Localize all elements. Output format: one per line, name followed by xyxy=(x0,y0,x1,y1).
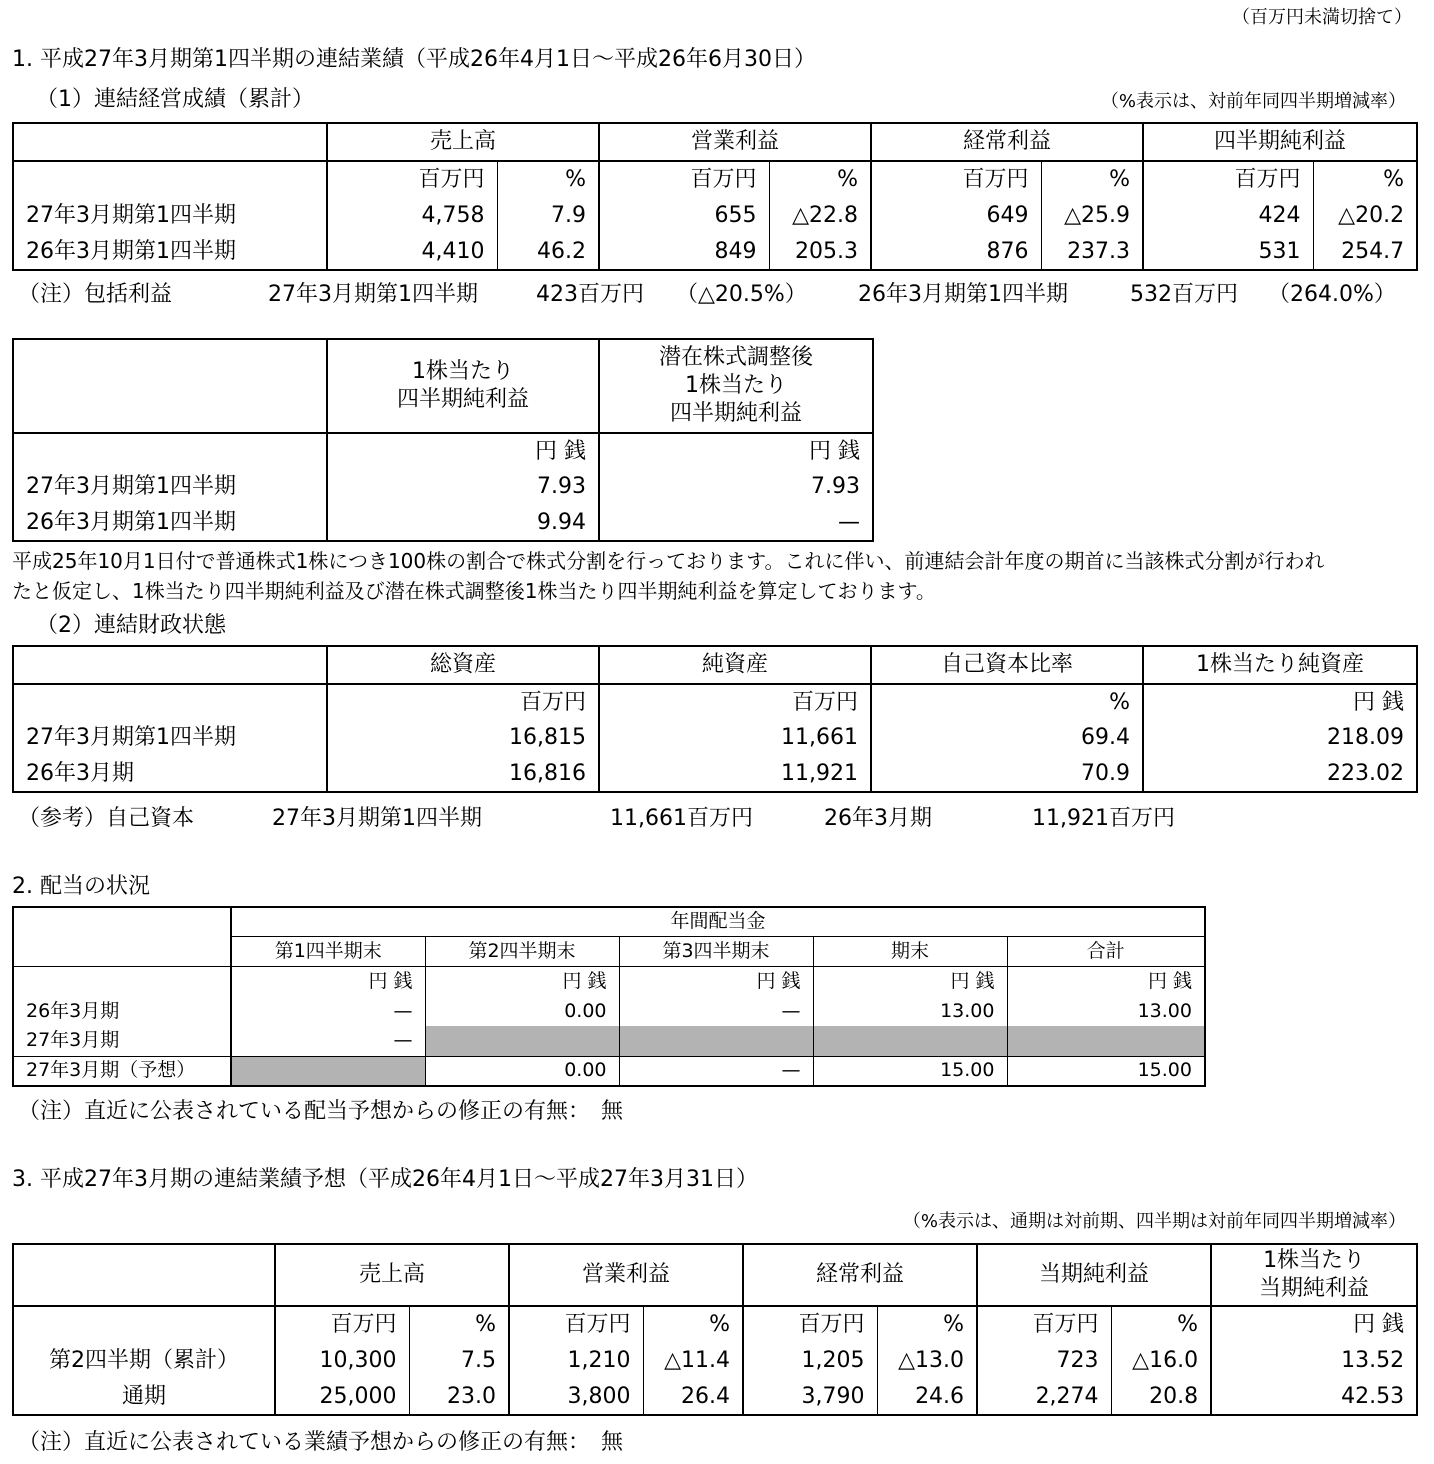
value-cell: 254.7 xyxy=(1313,234,1417,270)
value-cell: 20.8 xyxy=(1111,1379,1211,1415)
comprehensive-value-1: 423百万円 xyxy=(536,282,644,307)
value-cell: 7.5 xyxy=(409,1343,509,1379)
header-eps-line: 1株当たり xyxy=(412,359,514,384)
section1-heading: 1. 平成27年3月期第1四半期の連結業績（平成26年4月1日～平成26年6月30日） xyxy=(12,47,816,72)
header-q1-end: 第1四半期末 xyxy=(231,936,425,966)
unit-cell: 円 銭 xyxy=(599,433,873,469)
header-q3-end: 第3四半期末 xyxy=(619,936,813,966)
header-net-income: 当期純利益 xyxy=(977,1244,1211,1306)
operating-results-table xyxy=(12,122,1418,271)
value-cell: 849 xyxy=(599,234,769,270)
value-cell: 16,815 xyxy=(327,720,599,756)
header-net-assets: 純資産 xyxy=(599,646,871,684)
value-cell: 15.00 xyxy=(1007,1056,1205,1086)
value-cell: 1,205 xyxy=(743,1343,877,1379)
value-cell: 7.9 xyxy=(497,198,599,234)
unit-cell: 円 銭 xyxy=(1143,684,1417,720)
value-cell: 649 xyxy=(871,198,1041,234)
value-cell: 7.93 xyxy=(327,469,599,505)
value-cell: 46.2 xyxy=(497,234,599,270)
section1-sub2-title: （2）連結財政状態 xyxy=(36,613,226,638)
value-cell: 0.00 xyxy=(425,1056,619,1086)
corner-cell xyxy=(13,1244,275,1306)
shaded-cell xyxy=(619,1026,813,1056)
unit-cell: % xyxy=(497,161,599,198)
row-label: 27年3月期第1四半期 xyxy=(26,474,236,499)
header-equity-ratio: 自己資本比率 xyxy=(871,646,1143,684)
unit-cell: 百万円 xyxy=(275,1306,409,1343)
section2-heading: 2. 配当の状況 xyxy=(12,874,150,899)
unit-label xyxy=(13,433,327,469)
value-cell: 23.0 xyxy=(409,1379,509,1415)
value-cell: 655 xyxy=(599,198,769,234)
value-cell: 3,800 xyxy=(509,1379,643,1415)
row-label: 通期 xyxy=(121,1383,166,1409)
value-cell: 3,790 xyxy=(743,1379,877,1415)
value-cell: 13.00 xyxy=(1007,996,1205,1026)
value-cell: 218.09 xyxy=(1143,720,1417,756)
header-total-assets: 総資産 xyxy=(327,646,599,684)
value-cell: 1,210 xyxy=(509,1343,643,1379)
value-cell: 24.6 xyxy=(877,1379,977,1415)
value-cell: 7.93 xyxy=(599,469,873,505)
row-label: 26年3月期第1四半期 xyxy=(26,509,236,535)
value-cell: △11.4 xyxy=(643,1343,743,1379)
header-eps-line: 四半期純利益 xyxy=(396,387,529,412)
row-label: 第2四半期（累計） xyxy=(49,1348,239,1373)
equity-note-label: （参考）自己資本 xyxy=(18,806,195,831)
value-cell: 15.00 xyxy=(813,1056,1007,1086)
comprehensive-period-1: 27年3月期第1四半期 xyxy=(268,282,478,307)
header-eps xyxy=(327,339,599,433)
value-cell: 205.3 xyxy=(769,234,871,270)
header-total: 合計 xyxy=(1007,936,1205,966)
value-cell: — xyxy=(231,996,425,1026)
equity-note-period-2: 26年3月期 xyxy=(824,806,932,831)
corner-cell xyxy=(13,123,327,161)
unit-cell: 百万円 xyxy=(599,161,769,198)
unit-cell: 百万円 xyxy=(1143,161,1313,198)
header-net-income: 四半期純利益 xyxy=(1143,123,1417,161)
unit-cell: % xyxy=(643,1306,743,1343)
section3-pct-note: （%表示は、通期は対前期、四半期は対前年同四半期増減率） xyxy=(902,1211,1406,1232)
shaded-cell xyxy=(1007,1026,1205,1056)
unit-cell: 百万円 xyxy=(743,1306,877,1343)
value-cell: 2,274 xyxy=(977,1379,1111,1415)
shaded-cell xyxy=(231,1056,425,1086)
row-label: 27年3月期第1四半期 xyxy=(26,203,236,228)
unit-cell: 百万円 xyxy=(327,684,599,720)
header-diluted-eps-line: 1株当たり xyxy=(685,373,787,398)
value-cell: 69.4 xyxy=(871,720,1143,756)
row-label: 26年3月期第1四半期 xyxy=(26,238,236,264)
unit-cell: 百万円 xyxy=(871,161,1041,198)
value-cell: 0.00 xyxy=(425,996,619,1026)
value-cell: 13.00 xyxy=(813,996,1007,1026)
unit-cell: 百万円 xyxy=(509,1306,643,1343)
unit-cell: % xyxy=(769,161,871,198)
value-cell: 9.94 xyxy=(327,505,599,541)
unit-cell: 円 銭 xyxy=(1211,1306,1417,1343)
unit-cell: % xyxy=(1041,161,1143,198)
unit-label xyxy=(13,1306,275,1343)
unit-label xyxy=(13,966,231,996)
unit-cell: 円 銭 xyxy=(619,966,813,996)
stock-split-note-line2: たと仮定し、1株当たり四半期純利益及び潜在株式調整後1株当たり四半期純利益を算定しております。 xyxy=(12,579,936,603)
equity-note-value-1: 11,661百万円 xyxy=(610,806,753,831)
header-diluted-eps xyxy=(599,339,873,433)
value-cell: 42.53 xyxy=(1211,1379,1417,1415)
value-cell: △22.8 xyxy=(769,198,871,234)
row-label: 27年3月期（予想） xyxy=(26,1059,196,1082)
value-cell: 16,816 xyxy=(327,756,599,792)
value-cell: 531 xyxy=(1143,234,1313,270)
financial-position-table xyxy=(12,645,1418,793)
forecast-table xyxy=(12,1243,1418,1416)
forecast-revision-note: （注）直近に公表されている業績予想からの修正の有無： 無 xyxy=(18,1430,624,1455)
stock-split-note-line1: 平成25年10月1日付で普通株式1株につき100株の割合で株式分割を行っております。これに伴い、前連結会計年度の期首に当該株式分割が行われ xyxy=(12,549,1325,573)
unit-cell: % xyxy=(871,684,1143,720)
unit-cell: 百万円 xyxy=(977,1306,1111,1343)
value-cell: △13.0 xyxy=(877,1343,977,1379)
dividend-revision-note: （注）直近に公表されている配当予想からの修正の有無： 無 xyxy=(18,1099,624,1124)
header-bps: 1株当たり純資産 xyxy=(1143,646,1417,684)
header-ordinary-income: 経常利益 xyxy=(743,1244,977,1306)
row-label: 26年3月期 xyxy=(26,760,134,786)
section3-heading: 3. 平成27年3月期の連結業績予想（平成26年4月1日～平成27年3月31日） xyxy=(12,1167,758,1192)
value-cell: — xyxy=(599,505,873,541)
value-cell: — xyxy=(619,1056,813,1086)
header-ordinary-income: 経常利益 xyxy=(871,123,1143,161)
value-cell: △20.2 xyxy=(1313,198,1417,234)
header-operating-income: 営業利益 xyxy=(599,123,871,161)
value-cell: 25,000 xyxy=(275,1379,409,1415)
header-annual-dividend: 年間配当金 xyxy=(231,907,1205,936)
header-eps xyxy=(1211,1244,1417,1306)
eps-table xyxy=(12,338,874,542)
value-cell: △25.9 xyxy=(1041,198,1143,234)
value-cell: 11,921 xyxy=(599,756,871,792)
value-cell: 223.02 xyxy=(1143,756,1417,792)
unit-label xyxy=(13,161,327,198)
unit-cell: 円 銭 xyxy=(327,433,599,469)
header-eps-line: 1株当たり xyxy=(1263,1248,1366,1273)
rounding-note: （百万円未満切捨て） xyxy=(1232,7,1412,28)
header-operating-income: 営業利益 xyxy=(509,1244,743,1306)
row-label: 26年3月期 xyxy=(26,999,120,1022)
unit-cell: 円 銭 xyxy=(425,966,619,996)
unit-cell: % xyxy=(1313,161,1417,198)
unit-cell: 百万円 xyxy=(599,684,871,720)
value-cell: △16.0 xyxy=(1111,1343,1211,1379)
corner-cell xyxy=(13,339,327,433)
section1-pct-note: （%表示は、対前年同四半期増減率） xyxy=(1100,91,1406,112)
corner-cell xyxy=(13,907,231,966)
shaded-cell xyxy=(813,1026,1007,1056)
unit-cell: % xyxy=(1111,1306,1211,1343)
value-cell: 4,758 xyxy=(327,198,497,234)
value-cell: 723 xyxy=(977,1343,1111,1379)
comprehensive-value-2: 532百万円 xyxy=(1130,282,1238,307)
value-cell: 13.52 xyxy=(1211,1343,1417,1379)
unit-cell: 円 銭 xyxy=(813,966,1007,996)
header-year-end: 期末 xyxy=(813,936,1007,966)
comprehensive-change-1: （△20.5%） xyxy=(676,282,807,307)
value-cell: 876 xyxy=(871,234,1041,270)
value-cell: 11,661 xyxy=(599,720,871,756)
unit-cell: 円 銭 xyxy=(231,966,425,996)
value-cell: — xyxy=(619,996,813,1026)
header-sales: 売上高 xyxy=(275,1244,509,1306)
unit-label xyxy=(13,684,327,720)
comprehensive-income-label: （注）包括利益 xyxy=(18,282,173,307)
row-label: 27年3月期第1四半期 xyxy=(26,725,236,750)
value-cell: 70.9 xyxy=(871,756,1143,792)
unit-cell: % xyxy=(409,1306,509,1343)
unit-cell: % xyxy=(877,1306,977,1343)
dividends-table xyxy=(12,906,1206,1087)
comprehensive-change-2: （264.0%） xyxy=(1268,282,1396,307)
value-cell: 26.4 xyxy=(643,1379,743,1415)
header-diluted-eps-line: 潜在株式調整後 xyxy=(658,345,813,370)
equity-note-period-1: 27年3月期第1四半期 xyxy=(272,806,482,831)
header-eps-line: 当期純利益 xyxy=(1259,1276,1370,1301)
row-label: 27年3月期 xyxy=(26,1029,120,1052)
unit-cell: 円 銭 xyxy=(1007,966,1205,996)
section1-sub1-title: （1）連結経営成績（累計） xyxy=(36,87,314,112)
equity-note-value-2: 11,921百万円 xyxy=(1032,806,1175,831)
header-q2-end: 第2四半期末 xyxy=(425,936,619,966)
header-sales: 売上高 xyxy=(327,123,599,161)
corner-cell xyxy=(13,646,327,684)
value-cell: 4,410 xyxy=(327,234,497,270)
value-cell: 424 xyxy=(1143,198,1313,234)
unit-cell: 百万円 xyxy=(327,161,497,198)
comprehensive-period-2: 26年3月期第1四半期 xyxy=(858,282,1068,307)
value-cell: — xyxy=(231,1026,425,1056)
shaded-cell xyxy=(425,1026,619,1056)
value-cell: 10,300 xyxy=(275,1343,409,1379)
value-cell: 237.3 xyxy=(1041,234,1143,270)
header-diluted-eps-line: 四半期純利益 xyxy=(669,401,802,426)
